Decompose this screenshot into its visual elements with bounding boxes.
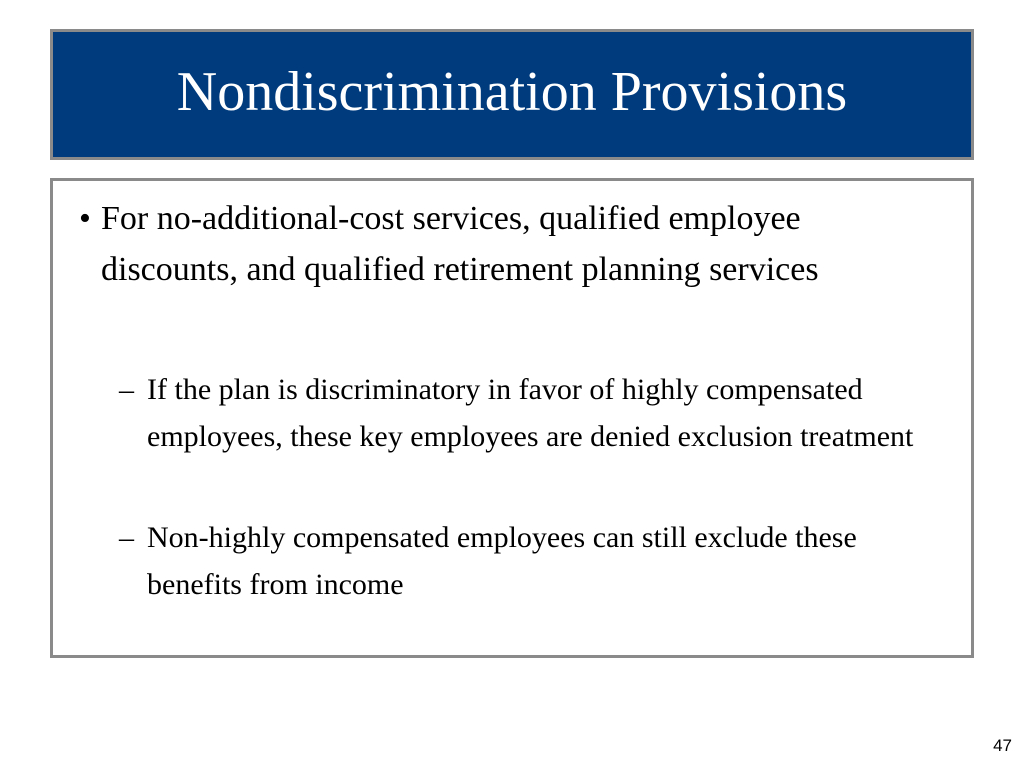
title-banner (50, 29, 974, 160)
sub-bullet-item (119, 514, 939, 608)
bullet-text: For no-additional-cost services, qualified employee discounts, and qualified retirement planning services (101, 200, 819, 288)
page-number: 47 (993, 736, 1012, 755)
sub-bullet-text: Non-highly compensated employees can still exclude these benefits from income (147, 521, 857, 601)
sub-bullet-marker: – (119, 373, 134, 406)
slide-title: Nondiscrimination Provisions (176, 60, 848, 123)
sub-bullet-text: If the plan is discriminatory in favor of highly compensated employees, these key employees are denied exclusion treatment (147, 373, 914, 453)
sub-bullet-item (119, 366, 939, 460)
sub-bullet-marker: – (119, 521, 134, 554)
bullet-marker: • (79, 200, 91, 237)
bullet-item (79, 193, 939, 295)
content-box (50, 178, 974, 658)
